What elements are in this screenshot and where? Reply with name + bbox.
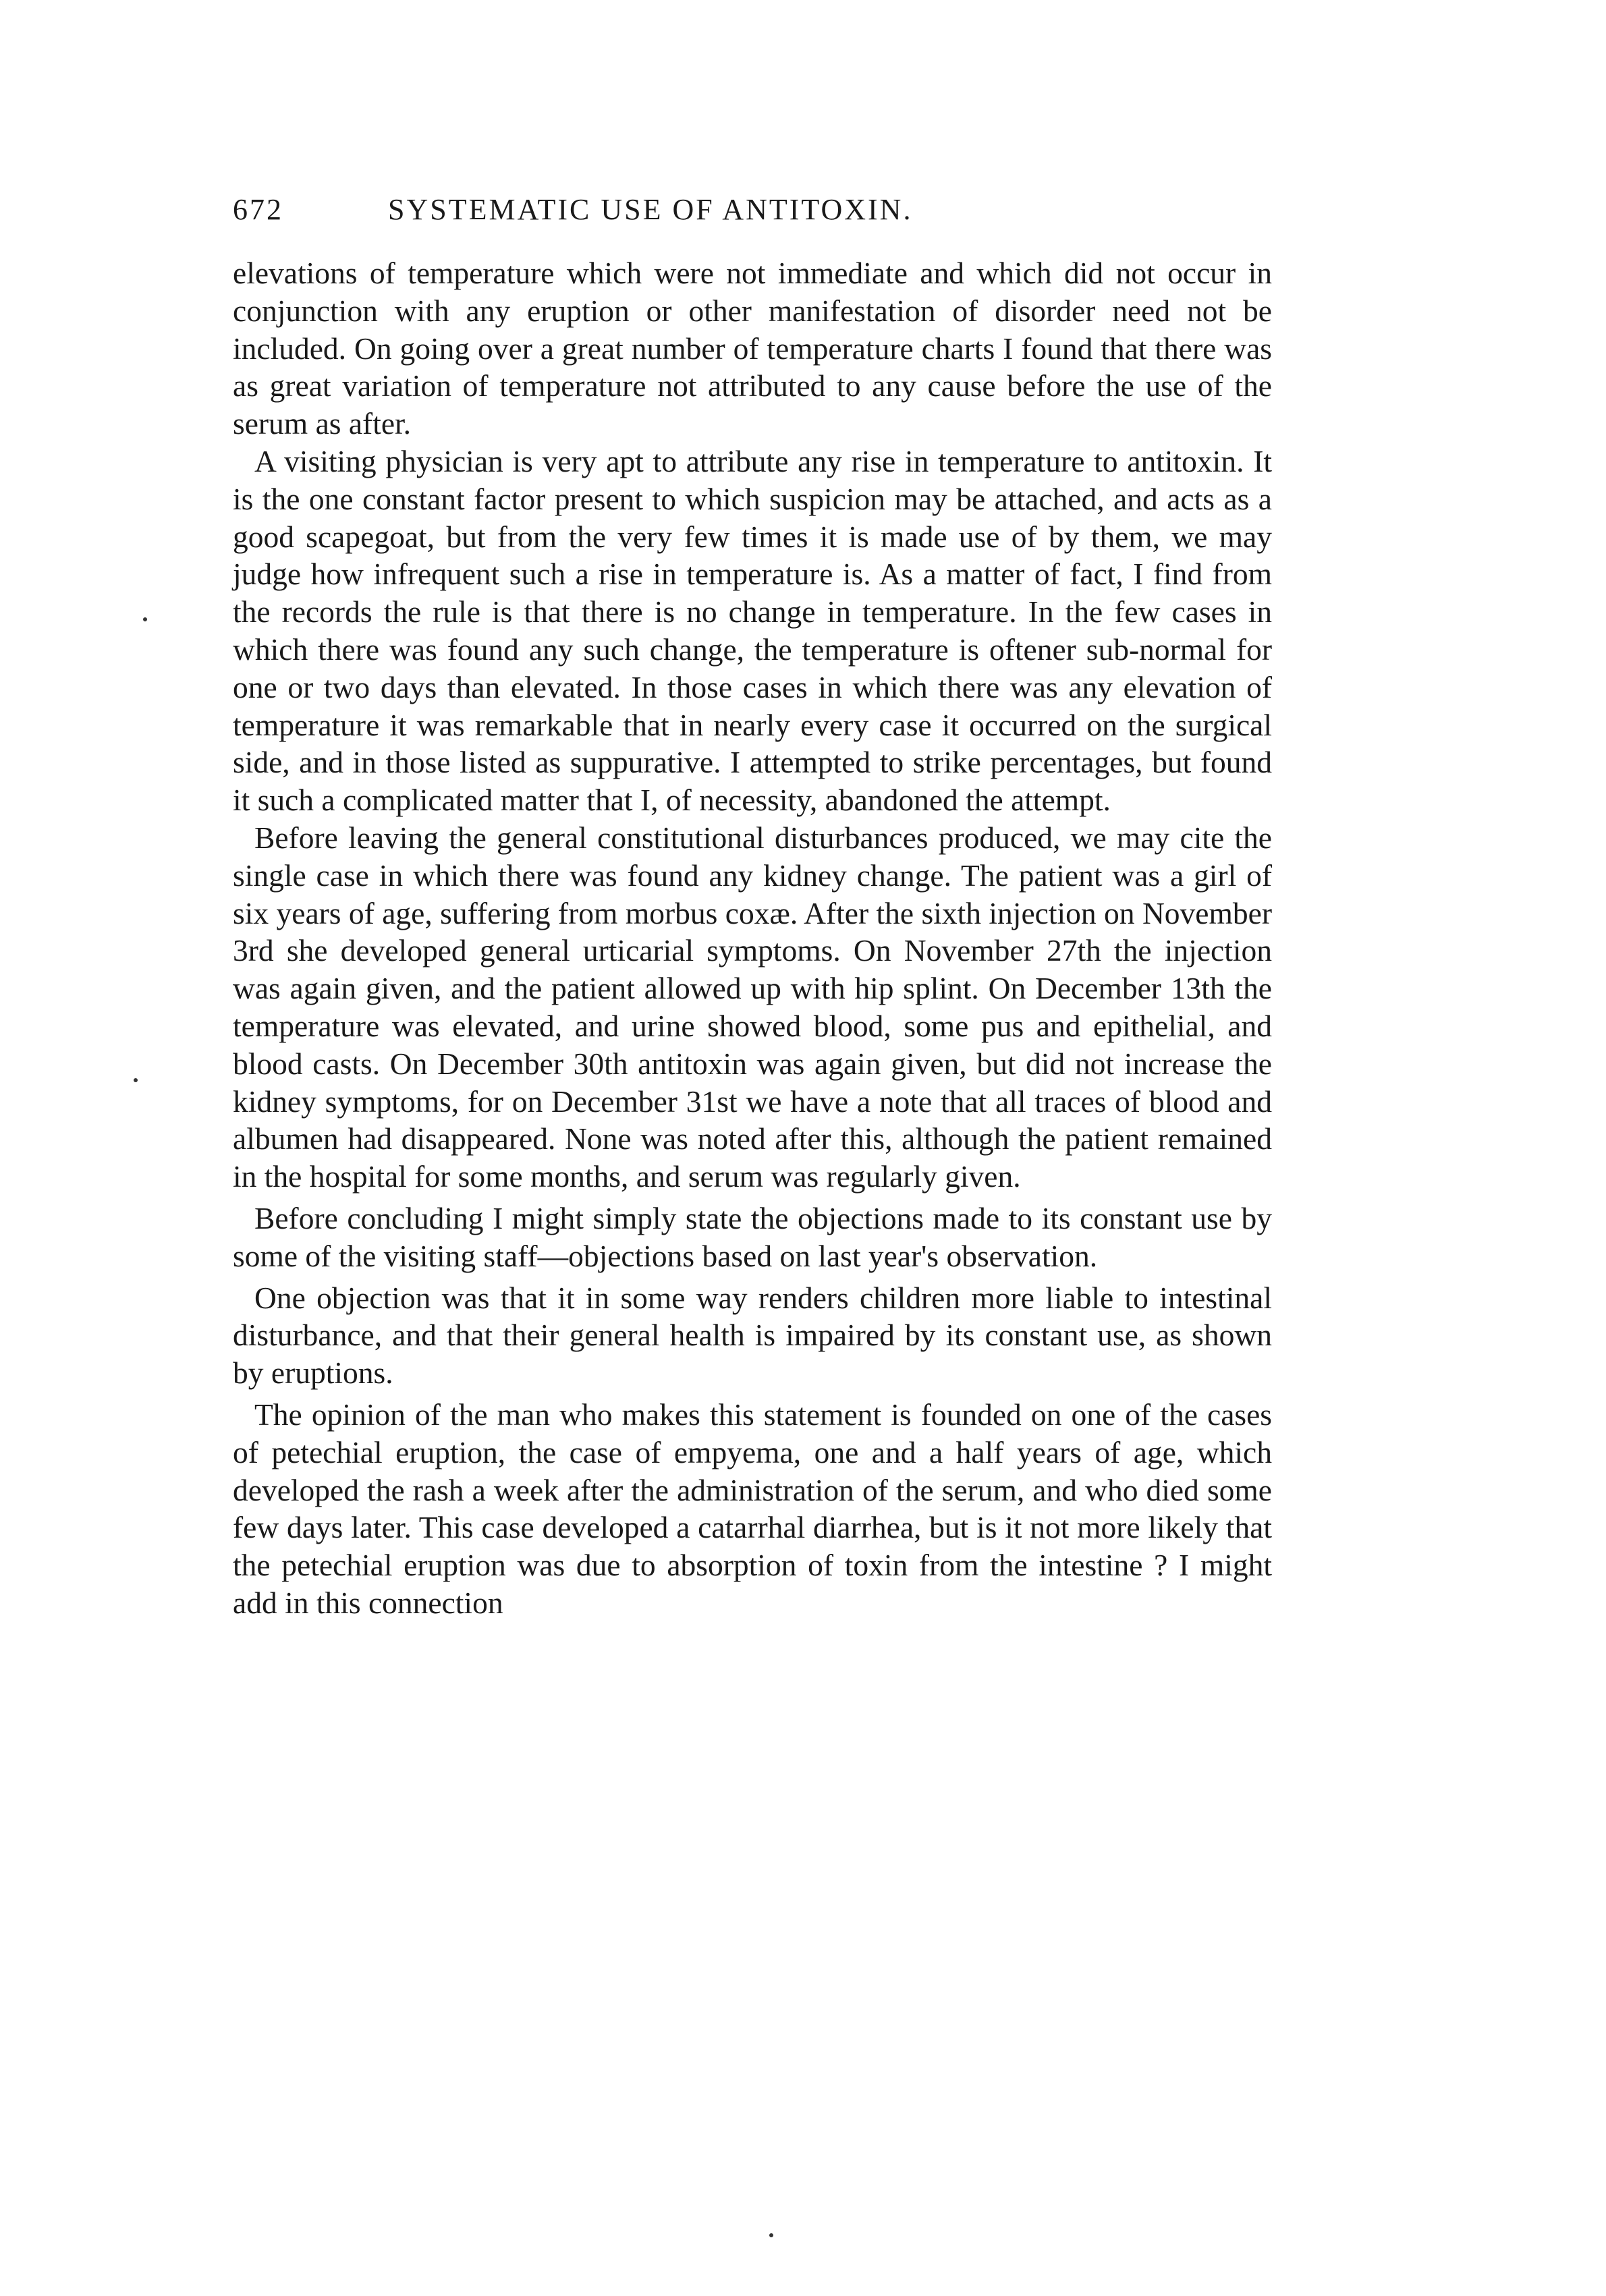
body-text bbox=[233, 254, 1272, 1622]
document-page bbox=[233, 192, 1272, 1622]
scan-speck bbox=[769, 2233, 773, 2237]
paragraph-objections-intro: Before concluding I might simply state the objections made to its constant use by some of the visiting staff—objections based on last year's observation. bbox=[233, 1200, 1272, 1273]
scan-speck bbox=[143, 617, 147, 621]
running-title: SYSTEMATIC USE OF ANTITOXIN. bbox=[388, 193, 913, 226]
scan-speck bbox=[134, 1078, 138, 1082]
paragraph-visiting-physician: A visiting physician is very apt to attribute any rise in temperature to antitoxin. It is the one constant factor present to which suspicion may be attached, and acts as a good scapegoat, but from the very few times it is made use of by them, we may judge how infrequent such a rise in temperature is. As a matter of fact, I find from the records the rule is that there is no change in temperature. In the few cases in which there was found any such change, the temperature is oftener sub-normal for one or two days than elevated. In those cases in which there was any elevation of temperature it was remarkable that in nearly every case it occurred on the surgical side, and in those listed as suppurative. I attempted to strike percentages, but found it such a complicated matter that I, of necessity, abandoned the attempt. bbox=[233, 443, 1272, 818]
page-number: 672 bbox=[233, 193, 283, 226]
paragraph-kidney-case: Before leaving the general constitutional disturbances produced, we may cite the single case in which there was found any kidney change. The patient was a girl of six years of age, suffering from morbus coxæ. After the sixth injection on November 3rd she developed general urticarial symptoms. On November 27th the injection was again given, and the patient allowed up with hip splint. On December 13th the temperature was elevated, and urine showed blood, some pus and epithelial, and blood casts. On December 30th antitoxin was again given, but did not increase the kidney symptoms, for on December 31st we have a note that all traces of blood and albumen had disappeared. None was noted after this, although the patient remained in the hospital for some months, and serum was regularly given. bbox=[233, 820, 1272, 1194]
paragraph-continued: elevations of temperature which were not immediate and which did not occur in conjunction with any eruption or other manifestation of disorder need not be included. On going over a great number of temperature charts I found that there was as great variation of temperature not attributed to any cause before the use of the serum as after. bbox=[233, 256, 1272, 441]
paragraph-petechial-opinion: The opinion of the man who makes this statement is founded on one of the cases of petechial eruption, the case of empyema, one and a half years of age, which developed the rash a week after the administration of the serum, and who died some few days later. This case developed a catarrhal diarrhea, but is it not more likely that the petechial eruption was due to absorption of toxin from the intestine ? I might add in this connection bbox=[233, 1397, 1272, 1620]
paragraph-intestinal-objection: One objection was that it in some way renders children more liable to intestinal disturbance, and that their general health is impaired by its constant use, as shown by eruptions. bbox=[233, 1280, 1272, 1391]
running-head bbox=[233, 192, 1272, 240]
